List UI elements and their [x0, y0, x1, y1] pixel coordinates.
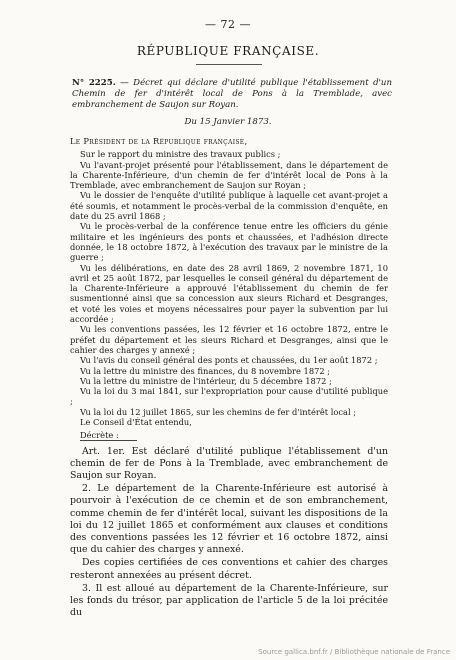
- visa-paragraph: Vu la lettre du ministre des finances, du 8 novembre 1872 ;: [80, 365, 331, 376]
- visa-paragraph: Vu la loi du 3 mai 1841, sur l'expropriation pour cause d'utilité publique ;: [70, 386, 388, 407]
- decree-body: [70, 136, 388, 620]
- article-paragraph: Des copies certifiées de ces conventions et cahier des charges resteront annexées au présent décret.: [70, 557, 388, 581]
- visa-paragraph: Vu l'avant-projet présenté pour l'établissement, dans le département de la Charente-Inférieure, d'un chemin de fer d'intérêt local de Pons à la Tremblade, avec embranchement de Saujon sur Royan ;: [70, 159, 388, 191]
- article-paragraph: 2. Le département de la Charente-Inférieure est autorisé à pourvoir à l'exécution de ce chemin et de son embranchement, comme chemin de fer d'intérêt local, suivant les dispositions de la loi du 12 juillet 1865 et conformément aux clauses et conditions des conventions passées les 12 février et 16 octobre 1872, ainsi que du cahier des charges y annexé.: [70, 483, 388, 556]
- decree-title: — Décret qui déclare d'utilité publique l'établissement d'un Chemin de fer d'intérêt local de Pons à la Tremblade, avec embranchement de Saujon sur Royan.: [72, 78, 393, 110]
- visa-paragraph: Vu les délibérations, en date des 28 avril 1869, 2 novembre 1871, 10 avril et 25 août 1872, par lesquelles le conseil général du département de la Charente-Inférieure a approuvé l'établissement du chemin de fer susmentionné ainsi que sa concession aux sieurs Richard et Desgranges, et voté les voies et moyens nécessaires pour payer la subvention par lui accordée ;: [70, 262, 388, 325]
- conseil-line: Le Conseil d'État entendu,: [80, 417, 192, 428]
- article-paragraph: 3. Il est alloué au département de la Charente-Inférieure, sur les fonds du trésor, par application de l'article 5 de la loi précitée du: [70, 582, 388, 619]
- republic-heading: RÉPUBLIQUE FRANÇAISE.: [136, 44, 320, 58]
- decrete-line: [70, 430, 388, 440]
- heading-rule: [196, 64, 262, 65]
- visa-paragraph: Vu la loi du 12 juillet 1865, sur les chemins de fer d'intérêt local ;: [80, 406, 357, 417]
- article-paragraph: Art. 1er. Est déclaré d'utilité publique l'établissement d'un chemin de fer de Pons à la Tremblade, avec embranchement de Saujon sur Royan.: [70, 445, 388, 482]
- page-number: — 72 —: [205, 18, 251, 31]
- visa-paragraph: Vu le procès-verbal de la conférence tenue entre les officiers du génie militaire et les ingénieurs des ponts et chaussées, et l'adhésion directe donnée, le 18 octobre 1872, à l'exécution des travaux par le ministre de la guerre ;: [70, 221, 388, 263]
- decree-date: Du 15 Janvier 1873.: [184, 117, 272, 127]
- decree-heading: [72, 78, 392, 111]
- president-line: Le Président de la République française,: [70, 136, 248, 146]
- decrete-label: Décrète :: [80, 430, 137, 441]
- visa-paragraph: Vu le dossier de l'enquête d'utilité publique à laquelle cet avant-projet a été soumis, et notamment le procès-verbal de la commission d'enquête, en date du 25 avril 1868 ;: [70, 190, 388, 222]
- visa-paragraph: Vu les conventions passées, les 12 février et 16 octobre 1872, entre le préfet du département et les sieurs Richard et Desgranges, ainsi que le cahier des charges y annexé ;: [70, 324, 388, 355]
- decree-number: N° 2225.: [72, 78, 116, 88]
- visa-paragraph: Vu la lettre du ministre de l'intérieur, du 5 décembre 1872 ;: [80, 375, 332, 386]
- source-watermark: Source gallica.bnf.fr / Bibliothèque nationale de France: [258, 648, 450, 656]
- visa-paragraph: Vu l'avis du conseil général des ponts et chaussées, du 1er août 1872 ;: [80, 355, 378, 366]
- visa-paragraph: Sur le rapport du ministre des travaux publics ;: [80, 149, 281, 160]
